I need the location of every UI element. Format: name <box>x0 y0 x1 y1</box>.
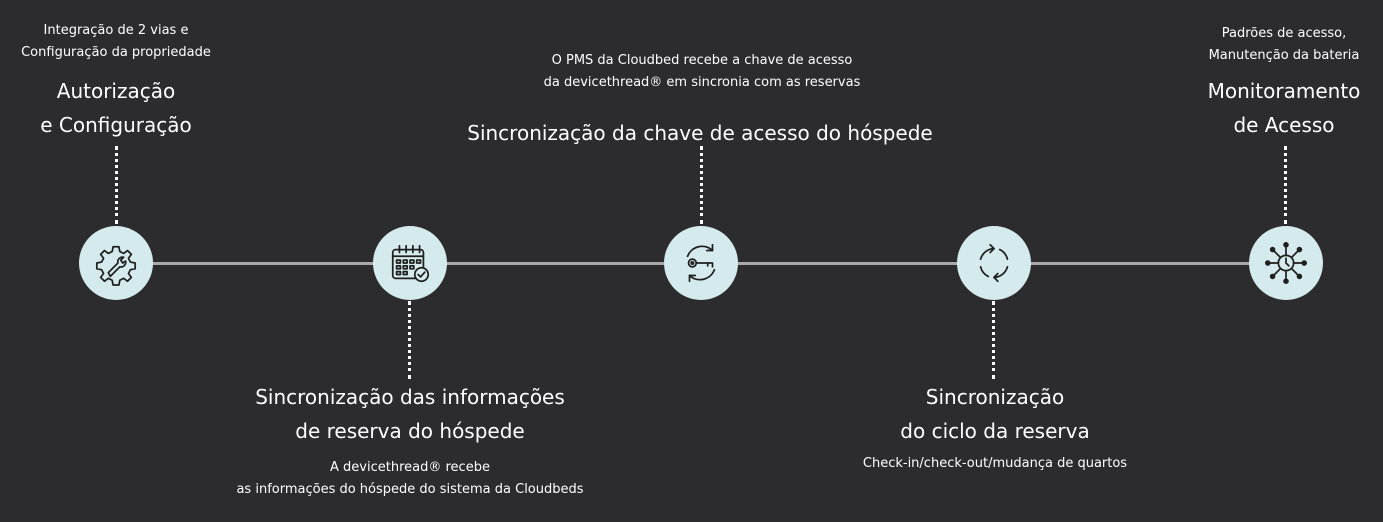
step-1-node <box>79 226 153 300</box>
calendar-check-icon <box>387 240 433 286</box>
step-1-title <box>0 74 232 142</box>
step-2-subtitle-line-1: A devicethread® recebe <box>330 460 490 475</box>
key-sync-icon <box>678 240 724 286</box>
step-2-connector <box>408 301 411 379</box>
step-5-title-line-1: Monitoramento <box>1207 79 1361 103</box>
step-2-title-line-1: Sincronização das informações <box>255 385 565 409</box>
step-4-title-line-2: do ciclo da reserva <box>900 419 1090 443</box>
step-5-subtitle-line-1: Padrões de acesso, <box>1221 26 1347 41</box>
step-1-subtitle-line-1: Integração de 2 vias e <box>43 23 189 38</box>
step-2-title <box>210 380 610 448</box>
step-5-subtitle <box>1185 23 1383 67</box>
step-3-title <box>420 116 980 150</box>
step-1-subtitle <box>0 20 232 64</box>
step-4-connector <box>992 301 995 379</box>
step-3-subtitle-line-2: da devicethread® em sincronia com as reservas <box>543 75 861 90</box>
step-3-node <box>664 226 738 300</box>
step-5-subtitle-line-2: Manutenção da bateria <box>1208 48 1360 63</box>
step-3-title-line-1: Sincronização da chave de acesso do hóspede <box>467 121 933 145</box>
step-4-node <box>957 226 1031 300</box>
gear-wrench-icon <box>93 240 139 286</box>
step-2-node <box>373 226 447 300</box>
step-1-subtitle-line-2: Configuração da propriedade <box>21 45 211 60</box>
step-5-title <box>1185 74 1383 142</box>
step-5-connector <box>1284 146 1287 224</box>
step-3-subtitle <box>500 50 904 94</box>
clock-network-icon <box>1263 240 1309 286</box>
step-4-title <box>835 380 1155 448</box>
step-3-subtitle-line-1: O PMS da Cloudbed recebe a chave de acesso <box>551 53 853 68</box>
cycle-arrows-icon <box>971 240 1017 286</box>
step-4-subtitle <box>815 453 1175 475</box>
step-1-title-line-1: Autorização <box>56 79 176 103</box>
step-4-title-line-1: Sincronização <box>925 385 1065 409</box>
step-5-node <box>1249 226 1323 300</box>
step-2-subtitle <box>190 457 630 501</box>
step-2-title-line-2: de reserva do hóspede <box>295 419 525 443</box>
step-4-subtitle-line-1: Check-in/check-out/mudança de quartos <box>862 456 1128 471</box>
step-5-title-line-2: de Acesso <box>1233 113 1335 137</box>
step-1-connector <box>115 146 118 224</box>
step-1-title-line-2: e Configuração <box>40 113 192 137</box>
step-2-subtitle-line-2: as informações do hóspede do sistema da Cloudbeds <box>236 482 584 497</box>
step-3-connector <box>700 146 703 224</box>
